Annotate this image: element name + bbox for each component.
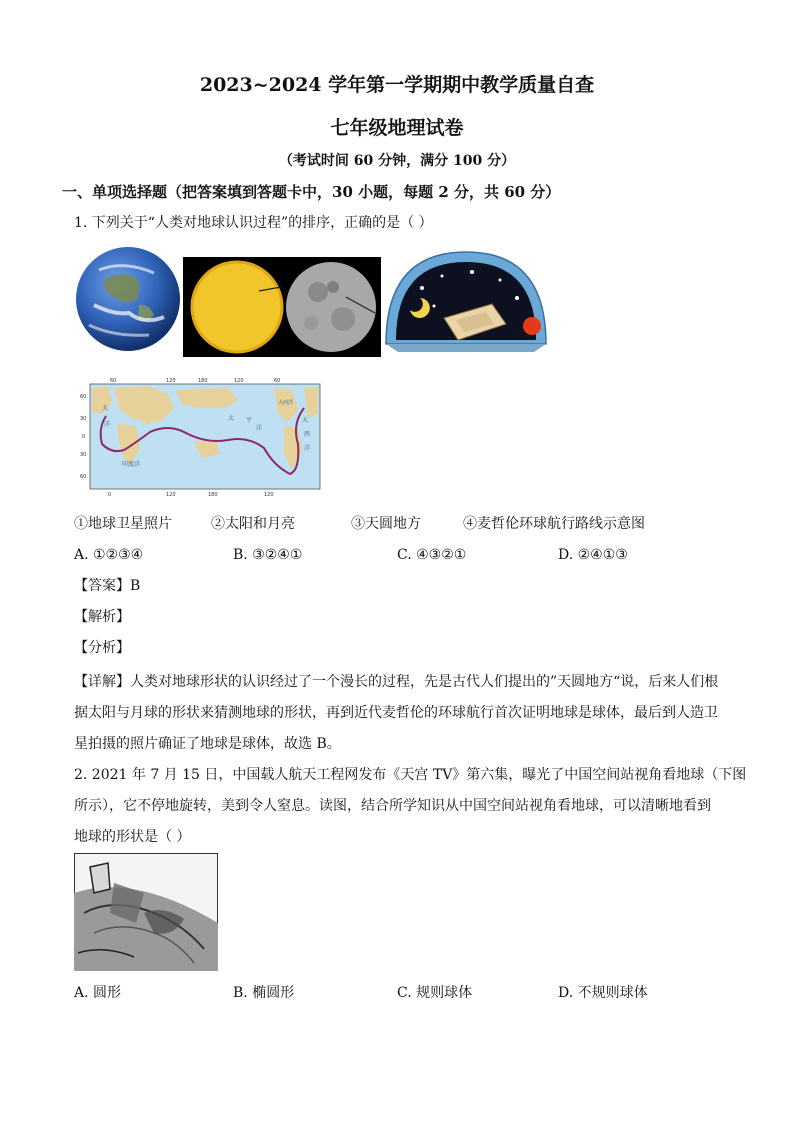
map-label: 平 xyxy=(246,417,253,424)
q2-option-d[interactable]: D. 不规则球体 xyxy=(558,985,648,1001)
map-label: 洋 xyxy=(104,421,111,428)
q1-stem: 1. 下列关于“人类对地球认识过程”的排序，正确的是（ ） xyxy=(74,215,433,231)
map-tick-side: 30 xyxy=(80,452,87,458)
map-tick-top: 120 xyxy=(234,378,244,384)
earth-from-space-station-sketch xyxy=(74,853,218,971)
section-heading: 一、单项选择题（把答案填到答题卡中，30 小题，每题 2 分，共 60 分） xyxy=(62,183,561,201)
q1-analysis-label: 【解析】 xyxy=(74,609,130,625)
q2-option-c[interactable]: C. 规则球体 xyxy=(397,985,473,1001)
caption-2: ②太阳和月亮 xyxy=(211,516,295,532)
map-tick-bottom: 0 xyxy=(108,492,112,498)
map-label: 西 xyxy=(304,431,311,438)
sun-and-moon-image xyxy=(183,257,381,357)
q1-option-c[interactable]: C. ④③②① xyxy=(397,547,467,563)
map-tick-side: 60 xyxy=(80,394,87,400)
q1-detail-line: 星拍摄的照片确证了地球是球体，故选 B。 xyxy=(74,736,341,752)
map-tick-bottom: 180 xyxy=(208,492,218,498)
q1-option-a[interactable]: A. ①②③④ xyxy=(74,547,144,563)
magellan-route-map xyxy=(78,374,325,498)
map-tick-side: 0 xyxy=(82,434,86,440)
q2-stem-line: 2. 2021 年 7 月 15 日，中国载人航天工程网发布《天宫 TV》第六集，曝光了中国空间站视角看地球（下图 xyxy=(74,767,747,783)
map-tick-top: 60 xyxy=(274,378,281,384)
caption-4: ④麦哲伦环球航行路线示意图 xyxy=(463,516,645,532)
q1-detail-line: 据太阳与月球的形状来猜测地球的形状，再到近代麦哲伦的环球航行首次证明地球是球体，最后到人造卫 xyxy=(74,705,718,721)
q2-stem-line: 所示），它不停地旋转，美到令人窒息。读图，结合所学知识从中国空间站视角看地球，可以清晰地看到 xyxy=(74,798,711,814)
map-label: 太 xyxy=(228,415,235,422)
map-tick-side: 30 xyxy=(80,416,87,422)
map-tick-top: 180 xyxy=(198,378,208,384)
exam-note: （考试时间 60 分钟，满分 100 分） xyxy=(278,153,516,169)
caption-1: ①地球卫星照片 xyxy=(74,516,172,532)
map-label: 大 xyxy=(302,417,309,424)
map-tick-bottom: 120 xyxy=(264,492,274,498)
map-label: 洋 xyxy=(304,445,311,452)
q1-answer: 【答案】B xyxy=(74,578,141,594)
q2-option-a[interactable]: A. 圆形 xyxy=(74,985,122,1001)
map-tick-top: 60 xyxy=(110,378,117,384)
q1-fenxi-label: 【分析】 xyxy=(74,640,130,656)
caption-3: ③天圆地方 xyxy=(351,516,421,532)
map-label: 印度洋 xyxy=(122,461,141,468)
map-tick-bottom: 120 xyxy=(166,492,176,498)
q2-stem-line: 地球的形状是（ ） xyxy=(74,829,191,845)
earth-satellite-image xyxy=(74,245,182,353)
q1-option-d[interactable]: D. ②④①③ xyxy=(558,547,628,563)
exam-title: 2023~2024 学年第一学期期中教学质量自查 xyxy=(199,74,595,96)
exam-subtitle: 七年级地理试卷 xyxy=(330,117,464,139)
map-label: 洋 xyxy=(256,425,263,432)
q2-option-b[interactable]: B. 椭圆形 xyxy=(233,985,295,1001)
map-tick-top: 120 xyxy=(166,378,176,384)
map-label: 大 xyxy=(102,405,109,412)
map-tick-side: 60 xyxy=(80,474,87,480)
map-label: 大西洋 xyxy=(278,400,294,406)
q1-detail-line: 【详解】人类对地球形状的认识经过了一个漫长的过程，先是古代人们提出的”天圆地方“说，后来人们根 xyxy=(74,674,719,690)
q1-option-b[interactable]: B. ③②④① xyxy=(233,547,303,563)
round-sky-square-earth-image xyxy=(382,248,550,352)
